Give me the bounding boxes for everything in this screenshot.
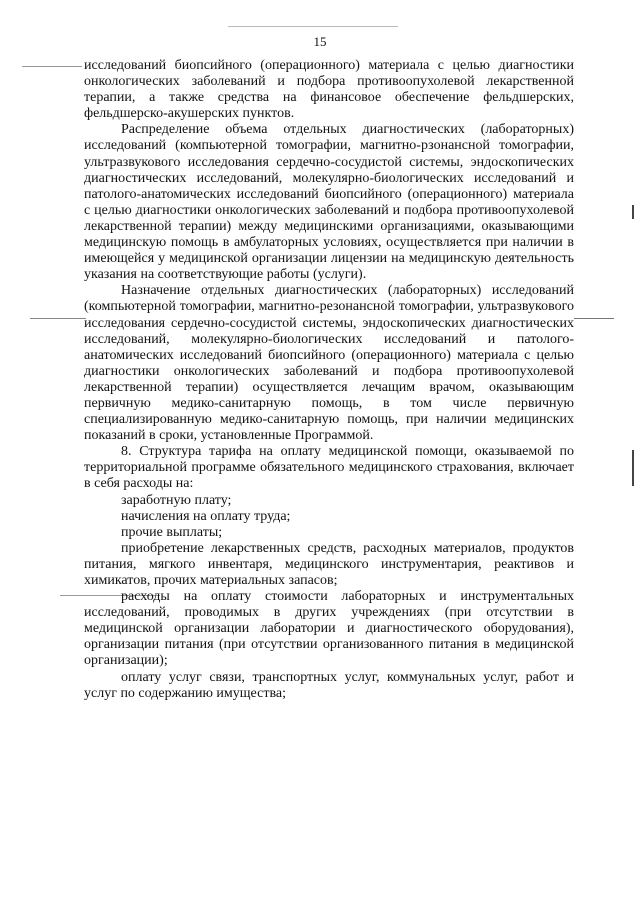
page-number: 15 (313, 34, 327, 49)
scan-artifact-right-edge-1 (632, 205, 634, 219)
scan-artifact-mid (30, 318, 86, 319)
scan-artifact-left (22, 66, 82, 67)
list-item-salary: заработную плату; (121, 492, 232, 508)
paragraph-tariff-structure: 8. Структура тарифа на оплату медицинской помощи, оказываемой по территориальной программе обязательного медицинского страхования, включает в себя расходы на: (84, 444, 574, 492)
list-item-purchases: приобретение лекарственных средств, расходных материалов, продуктов питания, мягкого инвентаря, медицинского инструментария, реактивов и химикатов, прочих материальных запасов; (84, 540, 574, 588)
document-body (84, 58, 574, 702)
list-item-other-payments: прочие выплаты; (121, 524, 223, 540)
list-item-accruals: начисления на оплату труда; (121, 508, 291, 524)
list-item-services: оплату услуг связи, транспортных услуг, коммунальных услуг, работ и услуг по содержанию имущества; (84, 669, 574, 701)
paragraph-distribution: Распределение объема отдельных диагностических (лабораторных) исследований (компьютерной томографии, магнитно-рзонансной томографии, ультразвукового исследования сердечно-сосудистой системы, эндоскопических диагностических исследований, молекулярно-биологических исследований и патолого-анатомических исследований биопсийного (операционного) материала с целью диагностики онкологических заболеваний и подбора противоопухолевой лекарственной терапии) между медицинскими организациями, оказывающими медицинскую помощь в амбулаторных условиях, осуществляется при наличии в имеющейся у медицинской организации лицензии на медицинскую деятельность указания на соответствующие работы (услуги). (84, 122, 574, 283)
list-item-lab-costs: расходы на оплату стоимости лабораторных и инструментальных исследований, проводимых в других учреждениях (при отсутствии в медицинской организации лаборатории и диагностического оборудования), организации питания (при отсутствии организованного питания в медицинской организации); (84, 589, 574, 669)
paragraph-continuation: исследований биопсийного (операционного) материала с целью диагностики онкологических заболеваний и подбора противоопухолевой лекарственной терапии, а также средства на финансовое обеспечение фельдшерских, фельдшерско-акушерских пунктов. (84, 58, 574, 122)
scan-artifact-mid-right (574, 318, 614, 319)
scan-artifact-top (228, 26, 398, 27)
scan-artifact-right-edge-2 (632, 450, 634, 486)
paragraph-appointment: Назначение отдельных диагностических (лабораторных) исследований (компьютерной томографии, магнитно-резонансной томографии, ультразвукового исследования сердечно-сосудистой системы, эндоскопических диагностических исследований, молекулярно-биологических исследований и патолого-анатомических исследований биопсийного (операционного) материала с целью диагностики онкологических заболеваний и подбора противоопухолевой лекарственной терапии) осуществляется лечащим врачом, оказывающим первичную медико-санитарную помощь, в том числе первичную специализированную медико-санитарную помощь, при наличии медицинских показаний в сроки, установленные Программой. (84, 283, 574, 444)
